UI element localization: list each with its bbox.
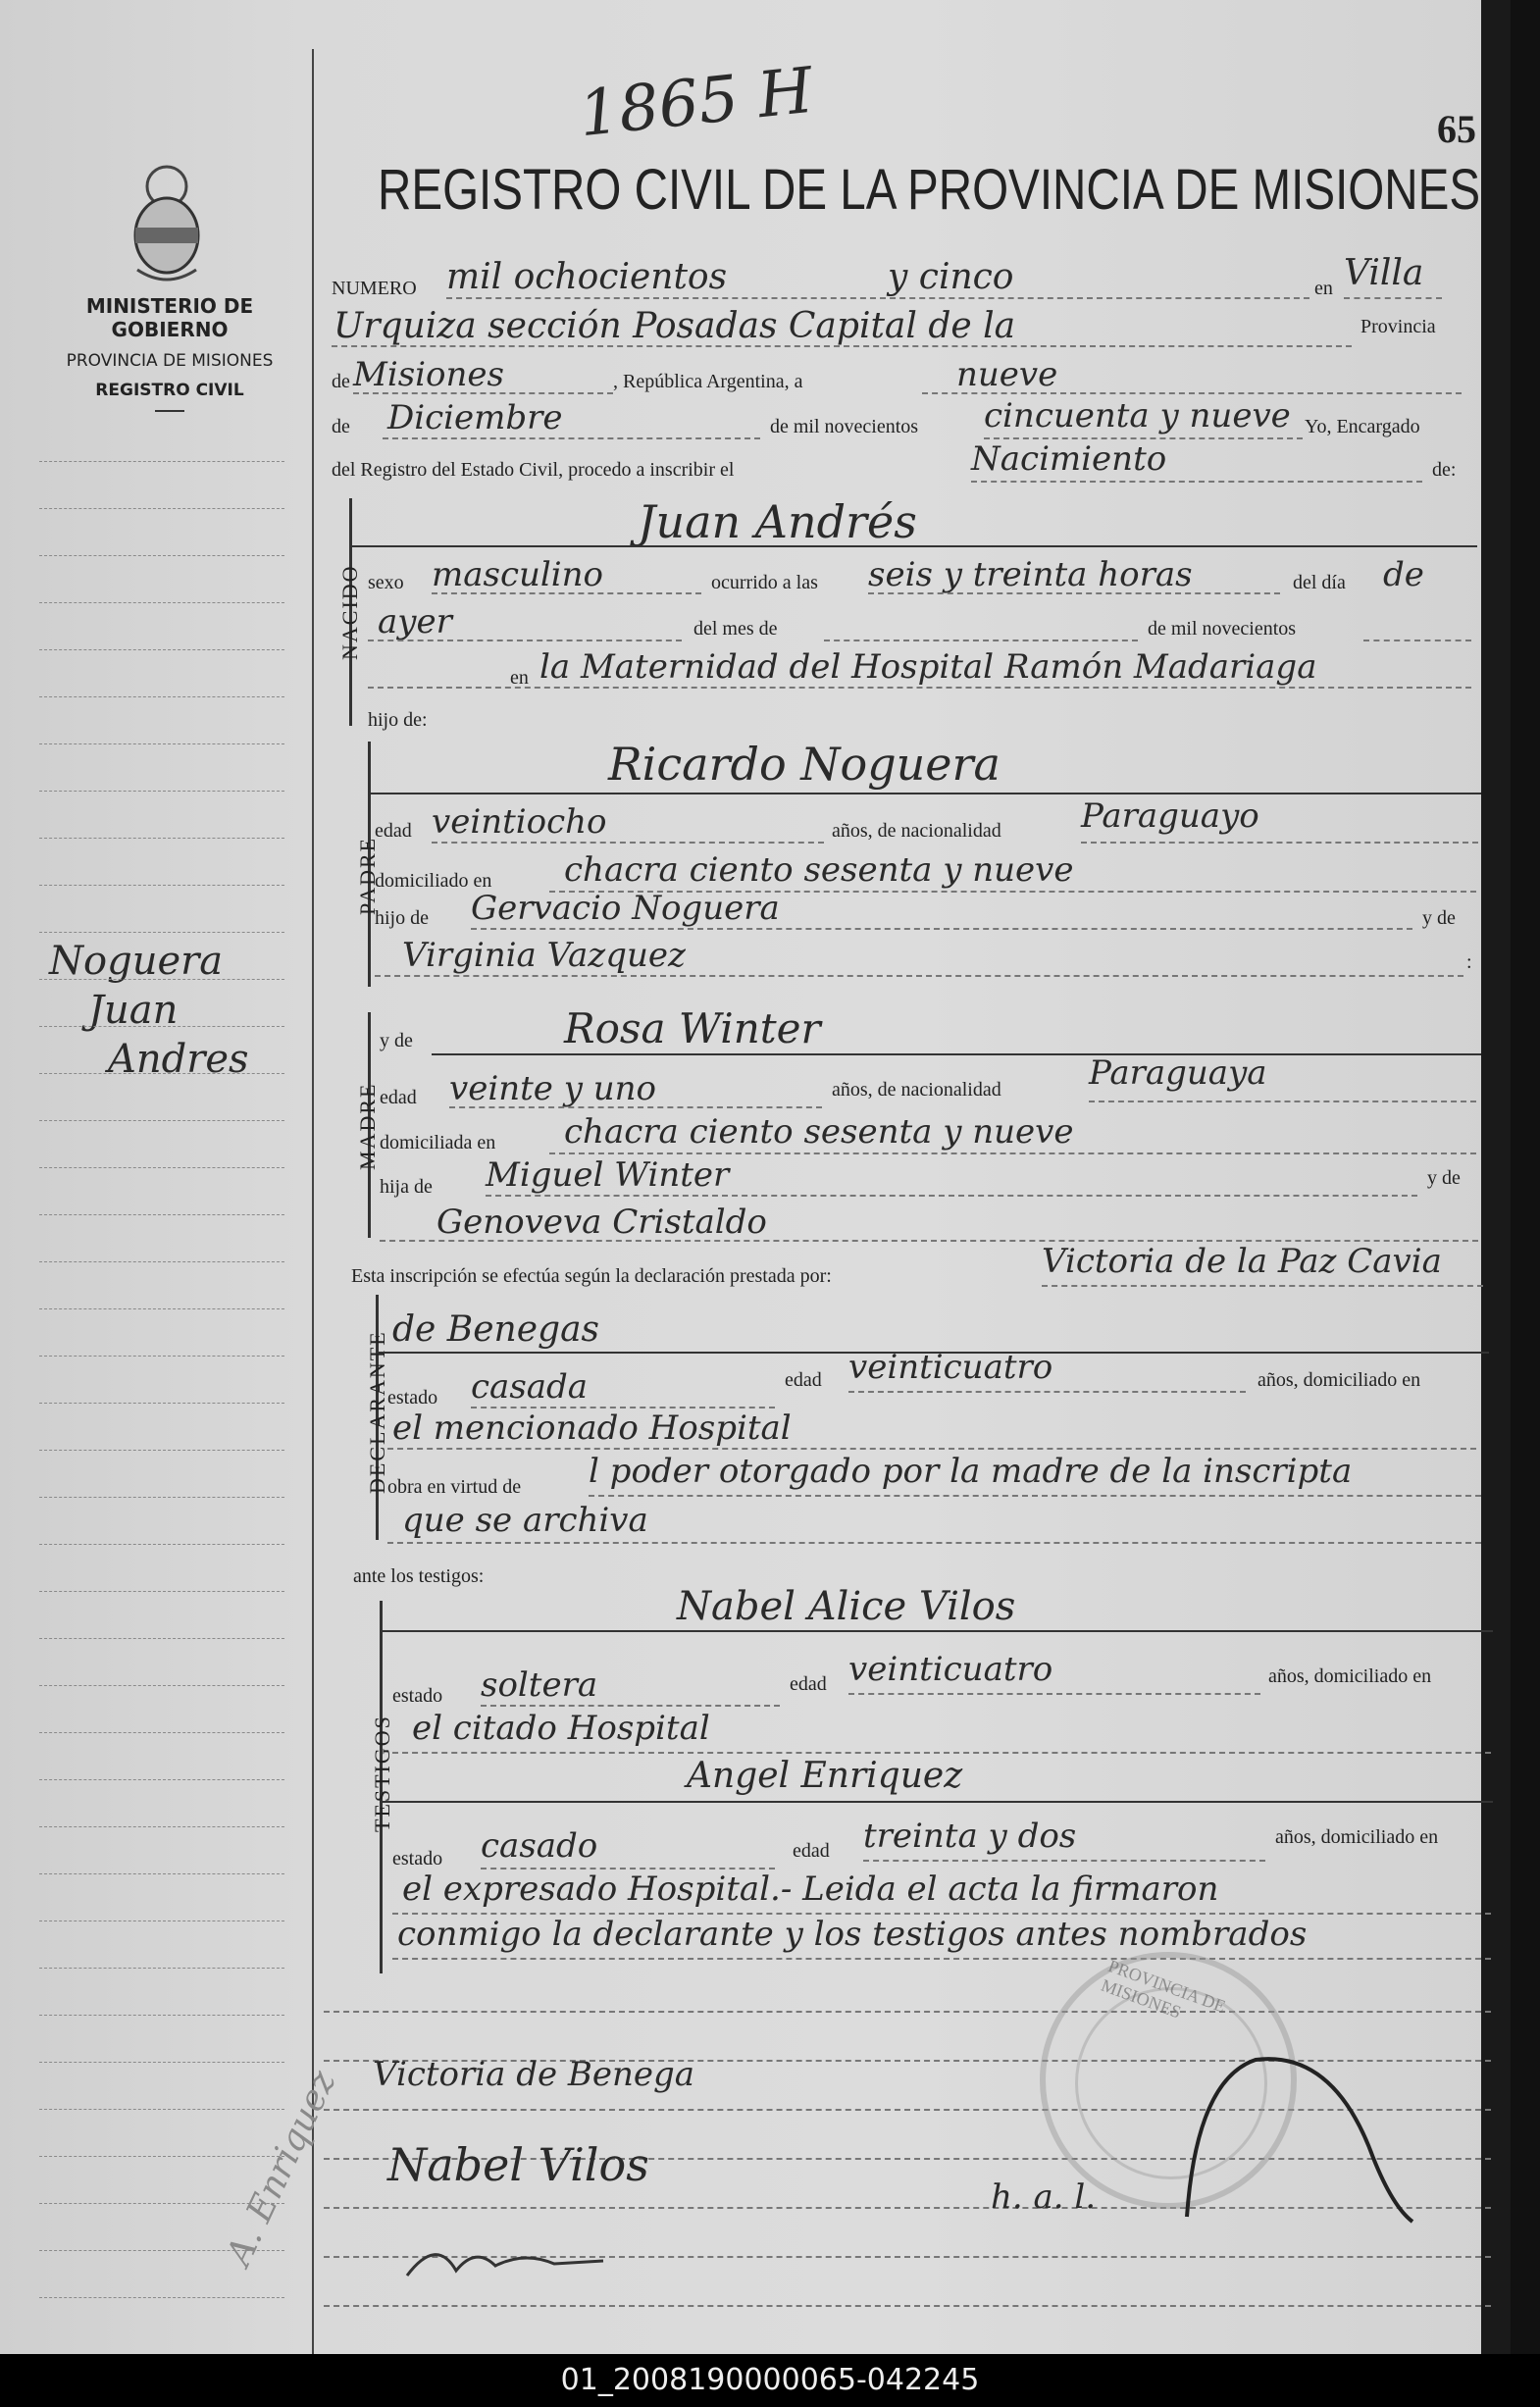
madre-nac-value: Paraguaya [1089, 1053, 1267, 1093]
lugar-prefix: en [510, 667, 529, 689]
madre-name: Rosa Winter [564, 1004, 821, 1052]
signature-testigo1: Nabel Vilos [387, 2138, 649, 2191]
margin-rule-line [39, 2015, 284, 2016]
margin-rule-line [39, 979, 284, 980]
numero-value: mil ochocientos [446, 257, 728, 297]
anio-label: de mil novecientos [1148, 618, 1297, 640]
madre-dom-label: domiciliada en [380, 1132, 496, 1153]
ministry-block [27, 294, 312, 412]
madre-edad-label: edad [380, 1087, 417, 1108]
day-value: nueve [956, 355, 1058, 394]
t2-estado: casado [481, 1826, 598, 1866]
t2-edad: treinta y dos [863, 1817, 1077, 1856]
padre-nac-value: Paraguayo [1081, 796, 1259, 836]
margin-rule-line [39, 2109, 284, 2110]
faint-signature: A. Enriquez [219, 2065, 344, 2272]
madre-madre-value: Genoveva Cristaldo [436, 1203, 767, 1242]
padre-edad-label: edad [375, 820, 412, 842]
ministry-line3: REGISTRO CIVIL [95, 381, 244, 400]
padre-edad-value: veintiocho [432, 802, 607, 842]
en-label: en [1314, 278, 1333, 299]
testigos-label: ante los testigos: [353, 1565, 485, 1587]
year-label: de mil novecientos [770, 416, 919, 437]
en-value: Villa [1344, 253, 1424, 293]
margin-rule-line [39, 1261, 284, 1262]
madre-edad-value: veinte y uno [449, 1069, 656, 1108]
provincia-value: Misiones [353, 355, 504, 394]
margin-rule-line [39, 1450, 284, 1451]
margin-rule-line [39, 2297, 284, 2298]
t1-edad: veinticuatro [848, 1650, 1053, 1689]
archive-number: 1865 H [575, 54, 817, 152]
madre-hija-value: Miguel Winter [486, 1155, 730, 1195]
margin-rule-line [39, 1732, 284, 1733]
t2-name: Angel Enriquez [687, 1756, 963, 1796]
declarante-edad-value: veinticuatro [848, 1348, 1053, 1387]
nacido-name: Juan Andrés [638, 495, 917, 548]
madre-nac-label: años, de nacionalidad [832, 1079, 1001, 1101]
dia-value: de [1383, 555, 1424, 594]
margin-rule-line [39, 555, 284, 556]
sexo-value: masculino [432, 555, 604, 594]
section-madre: MADRE [355, 1082, 380, 1170]
inscripcion-value: Victoria de la Paz Cavia [1042, 1242, 1442, 1281]
declarante-dom-value: el mencionado Hospital [392, 1408, 792, 1448]
declarante-obra-value: l poder otorgado por la madre de la inscripta [589, 1452, 1353, 1491]
margin-rule-line [39, 1214, 284, 1215]
ministry-line2: PROVINCIA DE MISIONES [66, 351, 274, 371]
declarante-estado-label: estado [387, 1387, 438, 1408]
hora-value: seis y treinta horas [868, 555, 1193, 594]
signature-official: h. a. l. [991, 2177, 1097, 2217]
sexo-label: sexo [368, 572, 404, 593]
margin-note-line: Andres [108, 1037, 249, 1082]
month-value: Diciembre [387, 398, 563, 437]
t1-estado: soltera [481, 1665, 598, 1705]
declarante-obra-label: obra en virtud de [387, 1476, 522, 1498]
margin-rule-line [39, 1308, 284, 1309]
margin-rule-line [39, 1873, 284, 1874]
official-signature-stroke [1138, 2040, 1432, 2227]
t2-edad-label: edad [793, 1840, 830, 1862]
margin-rule-line [39, 1968, 284, 1969]
margin-rule-line [39, 508, 284, 509]
margin-rule-line [39, 1779, 284, 1780]
t1-name: Nabel Alice Vilos [677, 1584, 1016, 1629]
margin-rule-line [39, 1638, 284, 1639]
mes-label: del mes de [693, 618, 778, 640]
padre-dom-value: chacra ciento sesenta y nueve [564, 850, 1074, 890]
margin-rule-line [39, 838, 284, 839]
margin-rule-line [39, 649, 284, 650]
t2-estado-label: estado [392, 1848, 443, 1869]
section-nacido: NACIDO [337, 564, 362, 660]
image-id-footer: 01_2008190000065-042245 [0, 2354, 1540, 2407]
margin-rule-line [39, 932, 284, 933]
padre-name: Ricardo Noguera [608, 738, 1001, 791]
de-label-2: de [332, 416, 350, 437]
madre-y-de: y de [1427, 1167, 1461, 1189]
place-value: Urquiza sección Posadas Capital de la [334, 306, 1016, 346]
page-edge [1481, 0, 1511, 2354]
madre-y-de-label: y de [380, 1030, 413, 1051]
margin-rule-line [39, 1167, 284, 1168]
dia-value2: ayer [378, 602, 452, 641]
document-title: REGISTRO CIVIL DE LA PROVINCIA DE MISIONES [378, 158, 1481, 222]
numero-value2: y cinco [888, 257, 1014, 297]
margin-rule-line [39, 1497, 284, 1498]
coat-of-arms-icon [118, 157, 216, 284]
margin-rule-line [39, 2062, 284, 2063]
margin-rule-line [39, 1920, 284, 1921]
margin-rule-line [39, 791, 284, 792]
signature-testigo2 [397, 2227, 613, 2295]
encargado-label: Yo, Encargado [1305, 416, 1420, 437]
margin-rule-line [39, 1356, 284, 1357]
dia-label: del día [1293, 572, 1346, 593]
t1-dom-label: años, domiciliado en [1268, 1665, 1432, 1687]
t2-dom: el expresado Hospital.- Leida el acta la firmaron [402, 1869, 1219, 1909]
de-end: de: [1432, 459, 1457, 481]
margin-note [49, 937, 249, 1084]
margin-rule-line [39, 461, 284, 462]
madre-hija-label: hija de [380, 1176, 433, 1198]
madre-dom-value: chacra ciento sesenta y nueve [564, 1112, 1074, 1152]
declarante-name: de Benegas [392, 1309, 600, 1350]
year-value: cincuenta y nueve [984, 396, 1291, 435]
seal-text: PROVINCIA DE MISIONES [1099, 1955, 1229, 2023]
padre-dom-label: domiciliado en [375, 870, 492, 892]
t1-estado-label: estado [392, 1685, 443, 1707]
signature-declarante: Victoria de Benega [373, 2055, 695, 2094]
declarante-obra-value2: que se archiva [402, 1501, 648, 1540]
margin-rule-line [39, 885, 284, 886]
margin-rule-line [39, 696, 284, 697]
padre-nac-label: años, de nacionalidad [832, 820, 1001, 842]
page-number: 65 [1437, 107, 1476, 151]
margin-rule-line [39, 1591, 284, 1592]
margin-rule-line [39, 1685, 284, 1686]
section-declarante: DECLARANTE [365, 1330, 389, 1494]
margin-rule-line [39, 1026, 284, 1027]
declarante-edad-label: edad [785, 1369, 822, 1391]
declarante-estado-value: casada [471, 1367, 589, 1407]
registro-label: del Registro del Estado Civil, procedo a inscribir el [332, 459, 735, 481]
padre-hijo-value: Gervacio Noguera [471, 889, 780, 928]
padre-colon: : [1466, 951, 1472, 973]
ministry-line1: MINISTERIO DE GOBIERNO [85, 294, 254, 341]
t2-dom-label: años, domiciliado en [1275, 1826, 1439, 1848]
inscripcion-label: Esta inscripción se efectúa según la declaración prestada por: [351, 1265, 832, 1287]
margin-rule-line [39, 1826, 284, 1827]
hijo-label: hijo de: [368, 709, 428, 731]
ocurrido-label: ocurrido a las [711, 572, 818, 593]
margin-rule-line [39, 1120, 284, 1121]
section-padre: PADRE [355, 836, 380, 915]
margin-rule-line [39, 1073, 284, 1074]
de-label: de [332, 371, 350, 392]
padre-y-de: y de [1422, 907, 1456, 929]
padre-madre-value: Virginia Vazquez [402, 936, 686, 975]
margin-rule-line [39, 1544, 284, 1545]
margin-border [312, 49, 314, 2354]
lugar-value: la Maternidad del Hospital Ramón Madariaga [539, 647, 1317, 687]
section-testigos: TESTIGOS [370, 1715, 394, 1832]
margin-rule-line [39, 602, 284, 603]
t2-dom2: conmigo la declarante y los testigos antes nombrados [397, 1915, 1308, 1954]
margin-note-line: Juan [88, 988, 179, 1033]
margin-rule-line [39, 743, 284, 744]
numero-label: NUMERO [332, 278, 417, 299]
republica-label: , República Argentina, a [613, 371, 803, 392]
margin-note-line: Noguera [49, 939, 224, 984]
margin-rule-line [39, 2156, 284, 2157]
provincia-label: Provincia [1360, 316, 1436, 337]
t1-dom: el citado Hospital [412, 1709, 710, 1748]
margin-rule-line [39, 1403, 284, 1404]
declarante-dom-label: años, domiciliado en [1258, 1369, 1421, 1391]
t1-edad-label: edad [790, 1673, 827, 1695]
act-value: Nacimiento [971, 439, 1167, 479]
padre-hijo-label: hijo de [375, 907, 429, 929]
